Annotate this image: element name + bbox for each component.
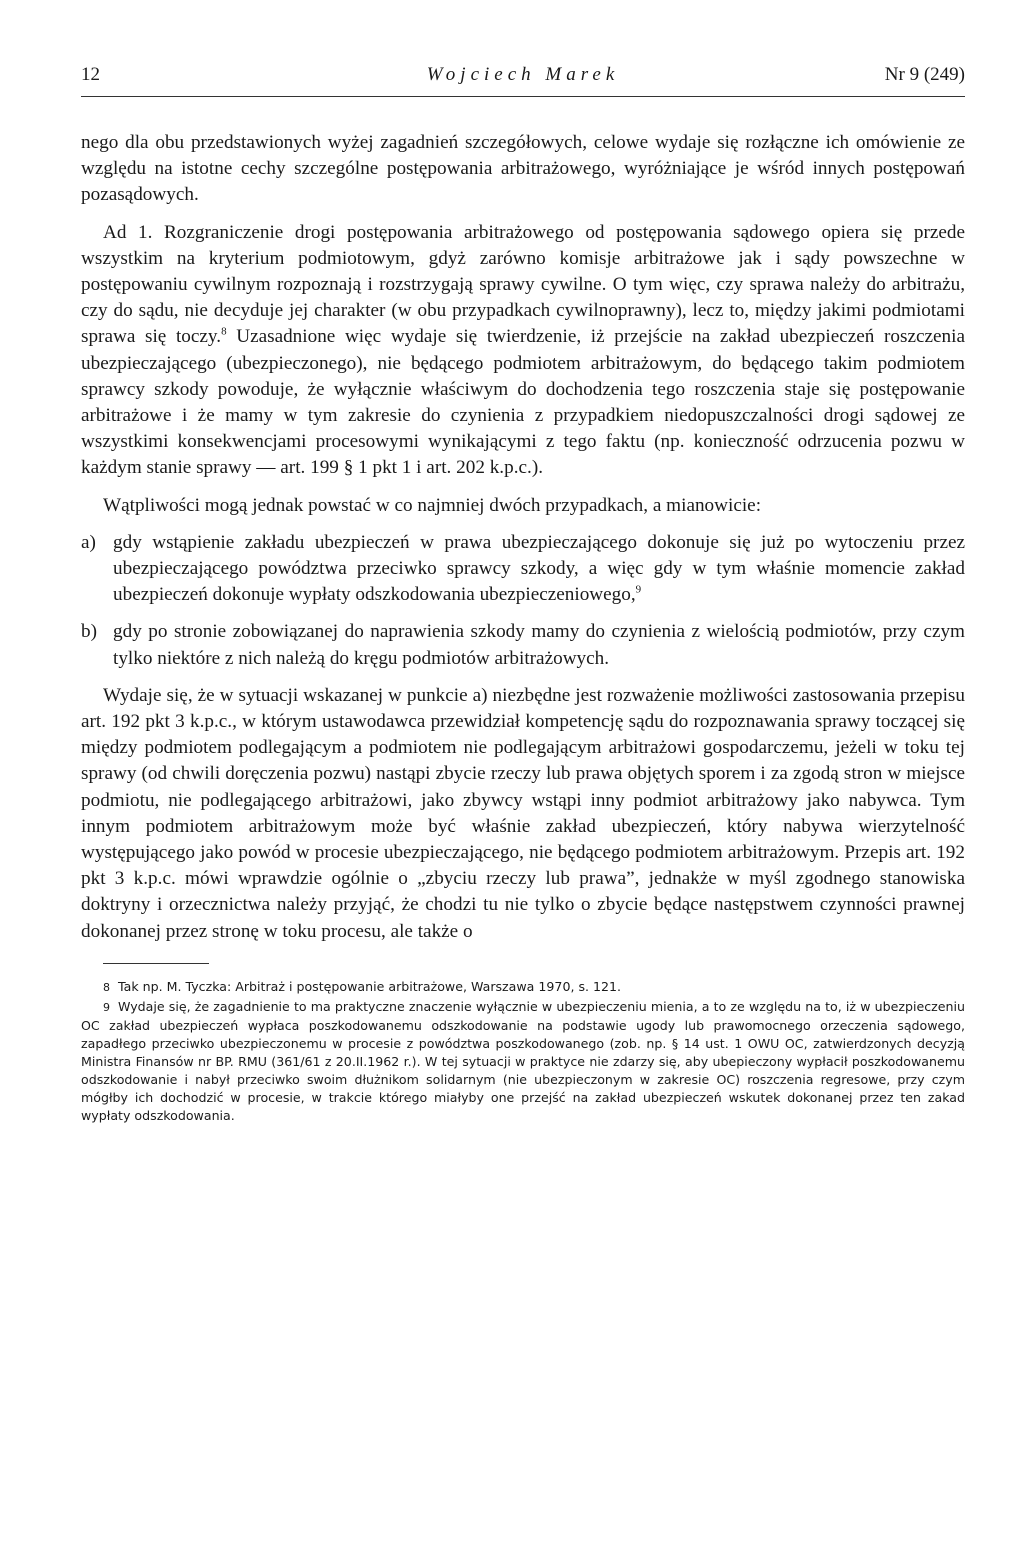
paragraph: nego dla obu przedstawionych wyżej zagadnień szczegółowych, celowe wydaje się rozłączne ich omówienie ze względu na istotne cechy szczególne postępowania arbitrażowego, wyróżniające je wśród innych postępowań pozasądowych.	[81, 132, 965, 206]
page-number: 12	[81, 64, 100, 85]
footnote-ref: 8	[221, 326, 227, 339]
paragraph: Wątpliwości mogą jednak powstać w co najmniej dwóch przypadkach, a mianowicie:	[103, 494, 762, 516]
footnote: 9 Wydaje się, że zagadnienie to ma praktyczne znaczenie wyłącznie w ubezpieczeniu mienia, a to ze względu na to, iż w ubezpieczeniu OC zakład ubezpieczeń wypłaca poszkodowanemu odszkodowanie na podstawie ugody lub prawomocnego orzeczenia sądowego, zapadłego przeciwko ubezpieczonemu w procesie z powództwa poszkodowanego (zob. np. § 14 ust. 1 OWU OC, zatwierdzonych decyzją Ministra Finansów nr BP. RMU (361/61 z 20.II.1962 r.). W tej sytuacji w praktyce nie zdarzy się, aby ubepieczony wypłacił poszkodowanemu odszkodowanie i nabył przeciwko swoim dłużnikom solidarnym (nie ubezpieczonym w zakresie OC) roszczenia regresowe, przy czym mógłby ich dochodzić w procesie, w trakcie którego miałyby one przejść na zakład ubezpieczeń wskutek dokonanej przez ten zakad wypłaty odszkodowania.	[81, 998, 965, 1123]
paragraph: Ad 1. Rozgraniczenie drogi postępowania arbitrażowego od postępowania sądowego opiera się przede wszystkim na kryterium podmiotowym, gdyż zarówno komisje arbitrażowe jak i sądy powszechne w postępowaniu cywilnym rozpoznają i rozstrzygają sprawy cywilne. O tym więc, czy sprawa należy do arbitrażu, czy do sądu, nie decyduje jej charakter (w obu przypadkach cywilnoprawny), lecz to, między jakimi podmiotami sprawa się toczy.$^8$ Uzasadnione więc wydaje się twierdzenie, iż przejście na zakład ubezpieczeń roszczenia ubezpieczającego (ubezpieczonego), nie będącego podmiotem arbitrażowym, do będącego takim podmiotem sprawcy szkody powoduje, że wyłącznie właściwym do dochodzenia tego roszczenia staje się postępowanie arbitrażowe i że mamy w tym zakresie do czynienia z przypadkiem niedopuszczalności drogi sądowej ze wszystkimi konsekwencjami procesowymi wynikającymi z tego faktu (np. konieczność odrzucenia pozwu w każdym stanie sprawy — art. 199 § 1 pkt 1 i art. 202 k.p.c.).	[81, 221, 965, 479]
list-item: a) gdy wstąpienie zakładu ubezpieczeń w prawa ubezpieczającego dokonuje się już po wytoczeniu przez ubezpieczającego powództwa przeciwko sprawcy szkody, a więc gdy w tym właśnie momencie zakład ubezpieczeń dokonuje wypłaty odszkodowania ubezpieczeniowego,$^9$	[81, 531, 965, 606]
list-label: b)	[81, 621, 97, 643]
list-label: a)	[81, 531, 96, 553]
footnote-ref: 9	[635, 583, 642, 596]
document-page	[81, 62, 965, 1126]
issue-number: Nr 9 (249)	[884, 64, 965, 85]
footnote: 8 Tak np. M. Tyczka: Arbitraż i postępowanie arbitrażowe, Warszawa 1970, s. 121.	[103, 978, 622, 994]
footnote-divider	[103, 963, 209, 964]
footnotes	[81, 978, 965, 1125]
paragraph: Wydaje się, że w sytuacji wskazanej w punkcie a) niezbędne jest rozważenie możliwości zastosowania przepisu art. 192 pkt 3 k.p.c., w którym ustawodawca przewidział kompetencję sądu do rozpoznawania sprawy toczącej się między podmiotem podlegającym a podmiotem nie podlegającym arbitrażowi gospodarczemu, jeżeli w toku tej sprawy (od chwili doręczenia pozwu) nastąpi zbycie rzeczy lub prawa objętych sporem i za zgodą stron w miejsce podmiotu, nie podlegającego arbitrażowi, jako zbywcy wstąpi inny podmiot arbitrażowy jako nabywca. Tym innym podmiotem arbitrażowym może być właśnie zakład ubezpieczeń, który nabywa wierzytelność występującego jako powód w procesie ubezpieczającego, nie będącego podmiotem arbitrażowym. Przepis art. 192 pkt 3 k.p.c. mówi wprawdzie ogólnie o „zbyciu rzeczy lub prawa”, jednakże w myśl zgodnego stanowiska doktryny i orzecznictwa należy przyjąć, że chodzi tu nie tylko o zbycie będące następstwem czynności prawnej dokonanej przez stronę w toku procesu, ale także o	[81, 684, 965, 942]
main-text	[81, 130, 965, 945]
list-item: b) gdy po stronie zobowiązanej do naprawienia szkody mamy do czynienia z wielością podmiotów, przy czym tylko niektóre z nich należą do kręgu podmiotów arbitrażowych.	[81, 621, 965, 669]
running-header	[81, 62, 965, 97]
running-author: Wojciech Marek	[426, 64, 620, 85]
